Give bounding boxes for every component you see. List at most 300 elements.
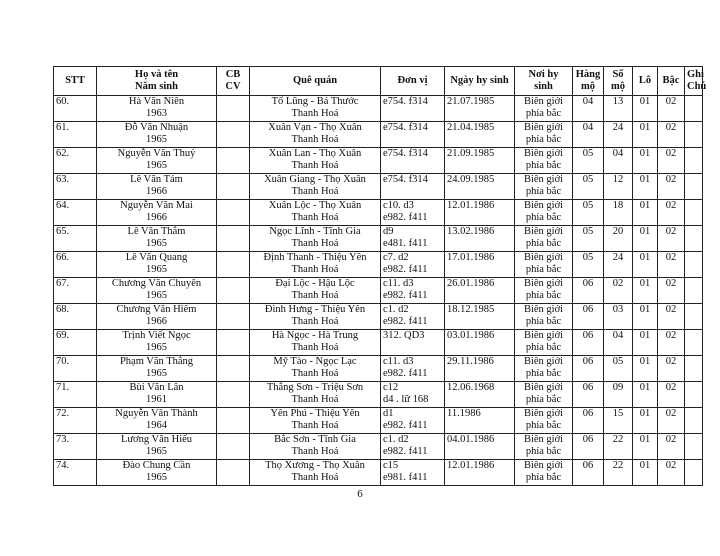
table-row xyxy=(54,226,703,252)
cell-lot-lo: 01 xyxy=(639,174,651,185)
cell-name-year-year: 1965 xyxy=(146,264,167,275)
cell-tier xyxy=(658,252,685,278)
cell-unit xyxy=(381,408,445,434)
cell-death-date-date: 26.01.1986 xyxy=(447,278,495,289)
cell-name-year xyxy=(97,200,217,226)
cell-hometown xyxy=(250,226,381,252)
cell-cbcv xyxy=(217,200,250,226)
cell-hometown-home1: Tố Lũng - Bá Thước xyxy=(271,96,359,107)
cell-death-place xyxy=(515,304,573,330)
cell-hometown xyxy=(250,460,381,486)
cell-grave-number xyxy=(604,304,633,330)
cell-lot-lo: 01 xyxy=(639,460,651,471)
cell-cbcv xyxy=(217,330,250,356)
cell-death-date-date: 21.09.1985 xyxy=(447,148,495,159)
martyr-roster-table xyxy=(53,66,707,486)
cell-name-year-name: Lê Văn Quang xyxy=(125,252,188,263)
cell-grave-number xyxy=(604,226,633,252)
cell-stt-stt: 66. xyxy=(56,252,70,263)
cell-grave-number xyxy=(604,382,633,408)
cell-death-date-date: 12.01.1986 xyxy=(447,460,495,471)
cell-cbcv xyxy=(217,434,250,460)
cell-name-year-name: Bùi Văn Lân xyxy=(129,382,184,393)
cell-stt xyxy=(54,200,97,226)
cell-grave-row-hang: 05 xyxy=(582,200,594,211)
cell-name-year-name: Nguyễn Văn Thuỷ xyxy=(117,148,196,159)
cell-grave-row-hang: 05 xyxy=(582,148,594,159)
cell-grave-row-hang: 04 xyxy=(582,96,594,107)
cell-grave-number-so: 15 xyxy=(612,408,624,419)
cell-stt-stt: 73. xyxy=(56,434,70,445)
cell-hometown xyxy=(250,434,381,460)
cell-grave-row-hang: 06 xyxy=(582,304,594,315)
cell-death-place-place2: phía bắc xyxy=(525,316,562,327)
cell-name-year-year: 1965 xyxy=(146,472,167,483)
cell-grave-row-hang: 06 xyxy=(582,382,594,393)
cell-hometown-home2: Thanh Hoá xyxy=(291,186,339,197)
cell-note xyxy=(685,96,703,122)
cell-name-year-year: 1965 xyxy=(146,446,167,457)
cell-name-year xyxy=(97,96,217,122)
table-row xyxy=(54,148,703,174)
cell-tier xyxy=(658,408,685,434)
cell-hometown-home1: Thắng Sơn - Triệu Sơn xyxy=(266,382,364,393)
cell-death-date xyxy=(445,330,515,356)
cell-hometown xyxy=(250,122,381,148)
cell-name-year-year: 1965 xyxy=(146,342,167,353)
cell-unit xyxy=(381,226,445,252)
cell-name-year xyxy=(97,434,217,460)
cell-death-place xyxy=(515,96,573,122)
cell-note xyxy=(685,200,703,226)
cell-stt xyxy=(54,356,97,382)
cell-death-place-place2: phía bắc xyxy=(525,108,562,119)
cell-note xyxy=(685,434,703,460)
cell-grave-number-so: 02 xyxy=(612,278,624,289)
cell-unit xyxy=(381,460,445,486)
cell-tier-bac: 02 xyxy=(665,96,677,107)
cell-stt-stt: 60. xyxy=(56,96,70,107)
header-unit: Đơn vị xyxy=(381,67,445,96)
cell-cbcv xyxy=(217,148,250,174)
cell-hometown-home2: Thanh Hoá xyxy=(291,108,339,119)
cell-hometown-home2: Thanh Hoá xyxy=(291,394,339,405)
cell-grave-row xyxy=(573,174,604,200)
table-row xyxy=(54,356,703,382)
cell-hometown-home2: Thanh Hoá xyxy=(291,134,339,145)
cell-death-date-date: 21.07.1985 xyxy=(447,96,495,107)
cell-lot-lo: 01 xyxy=(639,122,651,133)
cell-death-place-place1: Biên giới xyxy=(523,278,564,289)
cell-grave-number xyxy=(604,148,633,174)
cell-death-date xyxy=(445,174,515,200)
cell-stt-stt: 71. xyxy=(56,382,70,393)
cell-tier xyxy=(658,330,685,356)
cell-death-place-place1: Biên giới xyxy=(523,434,564,445)
cell-unit-unit1: c15 xyxy=(383,460,399,471)
cell-hometown-home2: Thanh Hoá xyxy=(291,264,339,275)
cell-note xyxy=(685,226,703,252)
cell-lot-lo: 01 xyxy=(639,148,651,159)
cell-cbcv xyxy=(217,460,250,486)
cell-death-place xyxy=(515,330,573,356)
header-name: Họ và tên Năm sinh xyxy=(97,67,217,96)
cell-death-date-date: 12.06.1968 xyxy=(447,382,495,393)
cell-grave-row xyxy=(573,330,604,356)
cell-death-place-place2: phía bắc xyxy=(525,368,562,379)
cell-unit-unit2: e981. f411 xyxy=(383,472,428,483)
cell-death-date xyxy=(445,148,515,174)
cell-lot xyxy=(633,148,658,174)
cell-name-year xyxy=(97,460,217,486)
cell-hometown-home2: Thanh Hoá xyxy=(291,316,339,327)
cell-tier xyxy=(658,278,685,304)
cell-cbcv xyxy=(217,96,250,122)
cell-hometown-home2: Thanh Hoá xyxy=(291,212,339,223)
cell-name-year-year: 1965 xyxy=(146,290,167,301)
cell-lot xyxy=(633,382,658,408)
cell-hometown-home1: Mỹ Tào - Ngọc Lạc xyxy=(273,356,357,367)
cell-name-year xyxy=(97,330,217,356)
cell-death-place-place1: Biên giới xyxy=(523,356,564,367)
cell-death-date xyxy=(445,226,515,252)
cell-tier-bac: 02 xyxy=(665,460,677,471)
cell-unit-unit1: d9 xyxy=(383,226,394,237)
cell-unit-unit1: c10. d3 xyxy=(383,200,414,211)
cell-death-place xyxy=(515,382,573,408)
cell-death-place xyxy=(515,252,573,278)
cell-note xyxy=(685,356,703,382)
cell-hometown-home1: Đại Lộc - Hậu Lộc xyxy=(275,278,355,289)
cell-death-place-place1: Biên giới xyxy=(523,122,564,133)
cell-name-year-name: Chương Văn Chuyên xyxy=(111,278,202,289)
cell-name-year xyxy=(97,252,217,278)
cell-grave-number xyxy=(604,330,633,356)
cell-name-year-year: 1966 xyxy=(146,212,167,223)
cell-lot xyxy=(633,226,658,252)
cell-stt xyxy=(54,174,97,200)
cell-stt xyxy=(54,122,97,148)
cell-unit xyxy=(381,122,445,148)
cell-death-place xyxy=(515,226,573,252)
cell-unit-unit1: e754. f314 xyxy=(383,148,428,159)
cell-death-place-place2: phía bắc xyxy=(525,394,562,405)
cell-stt-stt: 61. xyxy=(56,122,70,133)
cell-hometown xyxy=(250,200,381,226)
cell-stt-stt: 63. xyxy=(56,174,70,185)
cell-unit xyxy=(381,96,445,122)
cell-death-place-place1: Biên giới xyxy=(523,304,564,315)
cell-grave-number-so: 18 xyxy=(612,200,624,211)
cell-death-date-date: 29.11.1986 xyxy=(447,356,494,367)
cell-unit-unit1: c7. d2 xyxy=(383,252,409,263)
cell-note xyxy=(685,382,703,408)
table-row xyxy=(54,122,703,148)
cell-name-year-name: Đào Chung Cần xyxy=(122,460,191,471)
cell-grave-row xyxy=(573,382,604,408)
cell-hometown-home2: Thanh Hoá xyxy=(291,160,339,171)
cell-hometown-home1: Xuân Giang - Thọ Xuân xyxy=(264,174,366,185)
cell-grave-row-hang: 05 xyxy=(582,226,594,237)
cell-hometown xyxy=(250,382,381,408)
cell-tier xyxy=(658,122,685,148)
cell-unit-unit1: c1. d2 xyxy=(383,434,409,445)
cell-lot xyxy=(633,304,658,330)
cell-unit xyxy=(381,356,445,382)
cell-unit-unit2: e982. f411 xyxy=(383,290,428,301)
cell-grave-row xyxy=(573,434,604,460)
cell-note xyxy=(685,252,703,278)
cell-lot xyxy=(633,122,658,148)
cell-death-place-place1: Biên giới xyxy=(523,174,564,185)
cell-tier-bac: 02 xyxy=(665,200,677,211)
cell-hometown xyxy=(250,278,381,304)
cell-death-place-place2: phía bắc xyxy=(525,238,562,249)
cell-death-date-date: 24.09.1985 xyxy=(447,174,495,185)
cell-lot xyxy=(633,434,658,460)
cell-hometown-home1: Yên Phú - Thiệu Yên xyxy=(270,408,360,419)
cell-grave-number-so: 24 xyxy=(612,122,624,133)
cell-lot xyxy=(633,460,658,486)
cell-tier xyxy=(658,226,685,252)
cell-name-year-name: Nguyễn Văn Thành xyxy=(115,408,198,419)
cell-name-year-year: 1965 xyxy=(146,160,167,171)
cell-grave-row-hang: 06 xyxy=(582,278,594,289)
cell-death-place xyxy=(515,356,573,382)
cell-unit-unit1: c12 xyxy=(383,382,399,393)
header-lot: Lô xyxy=(633,67,658,96)
cell-tier-bac: 02 xyxy=(665,174,677,185)
cell-lot xyxy=(633,200,658,226)
cell-stt xyxy=(54,382,97,408)
cell-stt-stt: 69. xyxy=(56,330,70,341)
cell-grave-number xyxy=(604,200,633,226)
cell-unit-unit1: c11. d3 xyxy=(383,356,414,367)
cell-note xyxy=(685,460,703,486)
table-row xyxy=(54,252,703,278)
cell-death-date-date: 17.01.1986 xyxy=(447,252,495,263)
table-row xyxy=(54,278,703,304)
cell-tier-bac: 02 xyxy=(665,304,677,315)
table-row xyxy=(54,174,703,200)
cell-lot xyxy=(633,96,658,122)
cell-death-date xyxy=(445,96,515,122)
cell-tier-bac: 02 xyxy=(665,122,677,133)
cell-hometown-home1: Xuân Lan - Thọ Xuân xyxy=(268,148,362,159)
cell-note xyxy=(685,278,703,304)
cell-death-date xyxy=(445,252,515,278)
cell-name-year-year: 1966 xyxy=(146,186,167,197)
table-row xyxy=(54,304,703,330)
cell-grave-number-so: 24 xyxy=(612,252,624,263)
cell-name-year xyxy=(97,382,217,408)
cell-stt-stt: 70. xyxy=(56,356,70,367)
cell-death-date xyxy=(445,382,515,408)
cell-death-date-date: 13.02.1986 xyxy=(447,226,495,237)
cell-cbcv xyxy=(217,226,250,252)
cell-hometown xyxy=(250,174,381,200)
cell-hometown-home2: Thanh Hoá xyxy=(291,290,339,301)
cell-grave-row xyxy=(573,148,604,174)
cell-death-place-place1: Biên giới xyxy=(523,382,564,393)
cell-unit xyxy=(381,382,445,408)
cell-stt xyxy=(54,460,97,486)
cell-stt xyxy=(54,252,97,278)
cell-grave-number-so: 13 xyxy=(612,96,624,107)
table-row xyxy=(54,200,703,226)
cell-lot xyxy=(633,278,658,304)
cell-lot xyxy=(633,252,658,278)
table-row xyxy=(54,330,703,356)
cell-unit xyxy=(381,200,445,226)
cell-unit-unit2: e481. f411 xyxy=(383,238,428,249)
cell-death-place xyxy=(515,122,573,148)
cell-death-place xyxy=(515,460,573,486)
cell-death-date xyxy=(445,434,515,460)
cell-hometown-home2: Thanh Hoá xyxy=(291,368,339,379)
cell-grave-number xyxy=(604,356,633,382)
cell-grave-row xyxy=(573,96,604,122)
cell-death-date-date: 12.01.1986 xyxy=(447,200,495,211)
header-cbcv: CB CV xyxy=(217,67,250,96)
cell-death-date xyxy=(445,200,515,226)
cell-tier xyxy=(658,148,685,174)
cell-lot-lo: 01 xyxy=(639,330,651,341)
cell-death-place-place2: phía bắc xyxy=(525,446,562,457)
cell-grave-row xyxy=(573,304,604,330)
cell-hometown xyxy=(250,408,381,434)
cell-hometown-home1: Thọ Xương - Thọ Xuân xyxy=(265,460,365,471)
cell-stt xyxy=(54,304,97,330)
cell-name-year-name: Lương Văn Hiếu xyxy=(120,434,193,445)
header-tier: Bậc xyxy=(658,67,685,96)
cell-stt-stt: 68. xyxy=(56,304,70,315)
cell-hometown xyxy=(250,304,381,330)
cell-death-date-date: 18.12.1985 xyxy=(447,304,495,315)
cell-grave-number-so: 12 xyxy=(612,174,624,185)
cell-name-year-year: 1961 xyxy=(146,394,167,405)
cell-unit xyxy=(381,148,445,174)
cell-name-year xyxy=(97,408,217,434)
cell-hometown-home2: Thanh Hoá xyxy=(291,446,339,457)
cell-unit-unit1: e754. f314 xyxy=(383,96,428,107)
cell-stt xyxy=(54,408,97,434)
cell-unit xyxy=(381,174,445,200)
header-row xyxy=(54,67,703,96)
cell-unit-unit1: c11. d3 xyxy=(383,278,414,289)
cell-lot-lo: 01 xyxy=(639,278,651,289)
cell-stt-stt: 74. xyxy=(56,460,70,471)
cell-death-place xyxy=(515,408,573,434)
cell-death-place-place1: Biên giới xyxy=(523,226,564,237)
cell-grave-row-hang: 06 xyxy=(582,408,594,419)
cell-name-year xyxy=(97,356,217,382)
cell-unit xyxy=(381,330,445,356)
cell-lot-lo: 01 xyxy=(639,226,651,237)
cell-lot-lo: 01 xyxy=(639,434,651,445)
cell-lot xyxy=(633,408,658,434)
cell-death-date-date: 03.01.1986 xyxy=(447,330,495,341)
cell-name-year-year: 1965 xyxy=(146,134,167,145)
cell-name-year-name: Chương Văn Hiêm xyxy=(116,304,197,315)
cell-stt xyxy=(54,330,97,356)
cell-unit-unit1: e754. f314 xyxy=(383,174,428,185)
cell-death-date xyxy=(445,304,515,330)
header-note: Ghi Chú xyxy=(685,67,703,96)
cell-note xyxy=(685,304,703,330)
cell-unit xyxy=(381,434,445,460)
cell-tier xyxy=(658,434,685,460)
cell-stt-stt: 65. xyxy=(56,226,70,237)
cell-grave-number xyxy=(604,96,633,122)
cell-note xyxy=(685,148,703,174)
cell-death-place xyxy=(515,148,573,174)
cell-death-place-place1: Biên giới xyxy=(523,252,564,263)
cell-death-date xyxy=(445,408,515,434)
cell-tier-bac: 02 xyxy=(665,148,677,159)
cell-grave-row-hang: 06 xyxy=(582,330,594,341)
cell-tier-bac: 02 xyxy=(665,226,677,237)
cell-cbcv xyxy=(217,278,250,304)
cell-cbcv xyxy=(217,252,250,278)
cell-death-place-place2: phía bắc xyxy=(525,472,562,483)
cell-grave-row xyxy=(573,460,604,486)
cell-grave-number xyxy=(604,174,633,200)
cell-lot-lo: 01 xyxy=(639,304,651,315)
cell-note xyxy=(685,330,703,356)
header-grave-row: Hàng mộ xyxy=(573,67,604,96)
cell-stt xyxy=(54,226,97,252)
cell-name-year-name: Lê Văn Thắm xyxy=(127,226,186,237)
cell-tier-bac: 02 xyxy=(665,382,677,393)
cell-stt xyxy=(54,96,97,122)
cell-lot-lo: 01 xyxy=(639,96,651,107)
cell-tier-bac: 02 xyxy=(665,356,677,367)
cell-grave-number-so: 04 xyxy=(612,148,624,159)
cell-cbcv xyxy=(217,408,250,434)
cell-grave-row-hang: 05 xyxy=(582,252,594,263)
table-row xyxy=(54,96,703,122)
cell-tier xyxy=(658,200,685,226)
cell-cbcv xyxy=(217,122,250,148)
table-row xyxy=(54,382,703,408)
cell-grave-row xyxy=(573,252,604,278)
cell-grave-row-hang: 04 xyxy=(582,122,594,133)
cell-tier-bac: 02 xyxy=(665,252,677,263)
cell-death-place xyxy=(515,174,573,200)
cell-death-place xyxy=(515,200,573,226)
cell-stt-stt: 72. xyxy=(56,408,70,419)
cell-grave-row-hang: 06 xyxy=(582,460,594,471)
cell-unit-unit2: e982. f411 xyxy=(383,446,428,457)
cell-death-place-place2: phía bắc xyxy=(525,420,562,431)
cell-note xyxy=(685,122,703,148)
cell-cbcv xyxy=(217,304,250,330)
cell-unit-unit2: d4 . lữ 168 xyxy=(383,394,429,405)
table-row xyxy=(54,408,703,434)
cell-death-place-place2: phía bắc xyxy=(525,134,562,145)
cell-death-date xyxy=(445,122,515,148)
cell-grave-number xyxy=(604,252,633,278)
table-row xyxy=(54,460,703,486)
cell-name-year-year: 1965 xyxy=(146,368,167,379)
cell-name-year-year: 1963 xyxy=(146,108,167,119)
cell-name-year-name: Nguyễn Văn Mai xyxy=(120,200,193,211)
cell-tier-bac: 02 xyxy=(665,434,677,445)
cell-cbcv xyxy=(217,174,250,200)
cell-grave-number-so: 22 xyxy=(612,434,624,445)
cell-cbcv xyxy=(217,356,250,382)
